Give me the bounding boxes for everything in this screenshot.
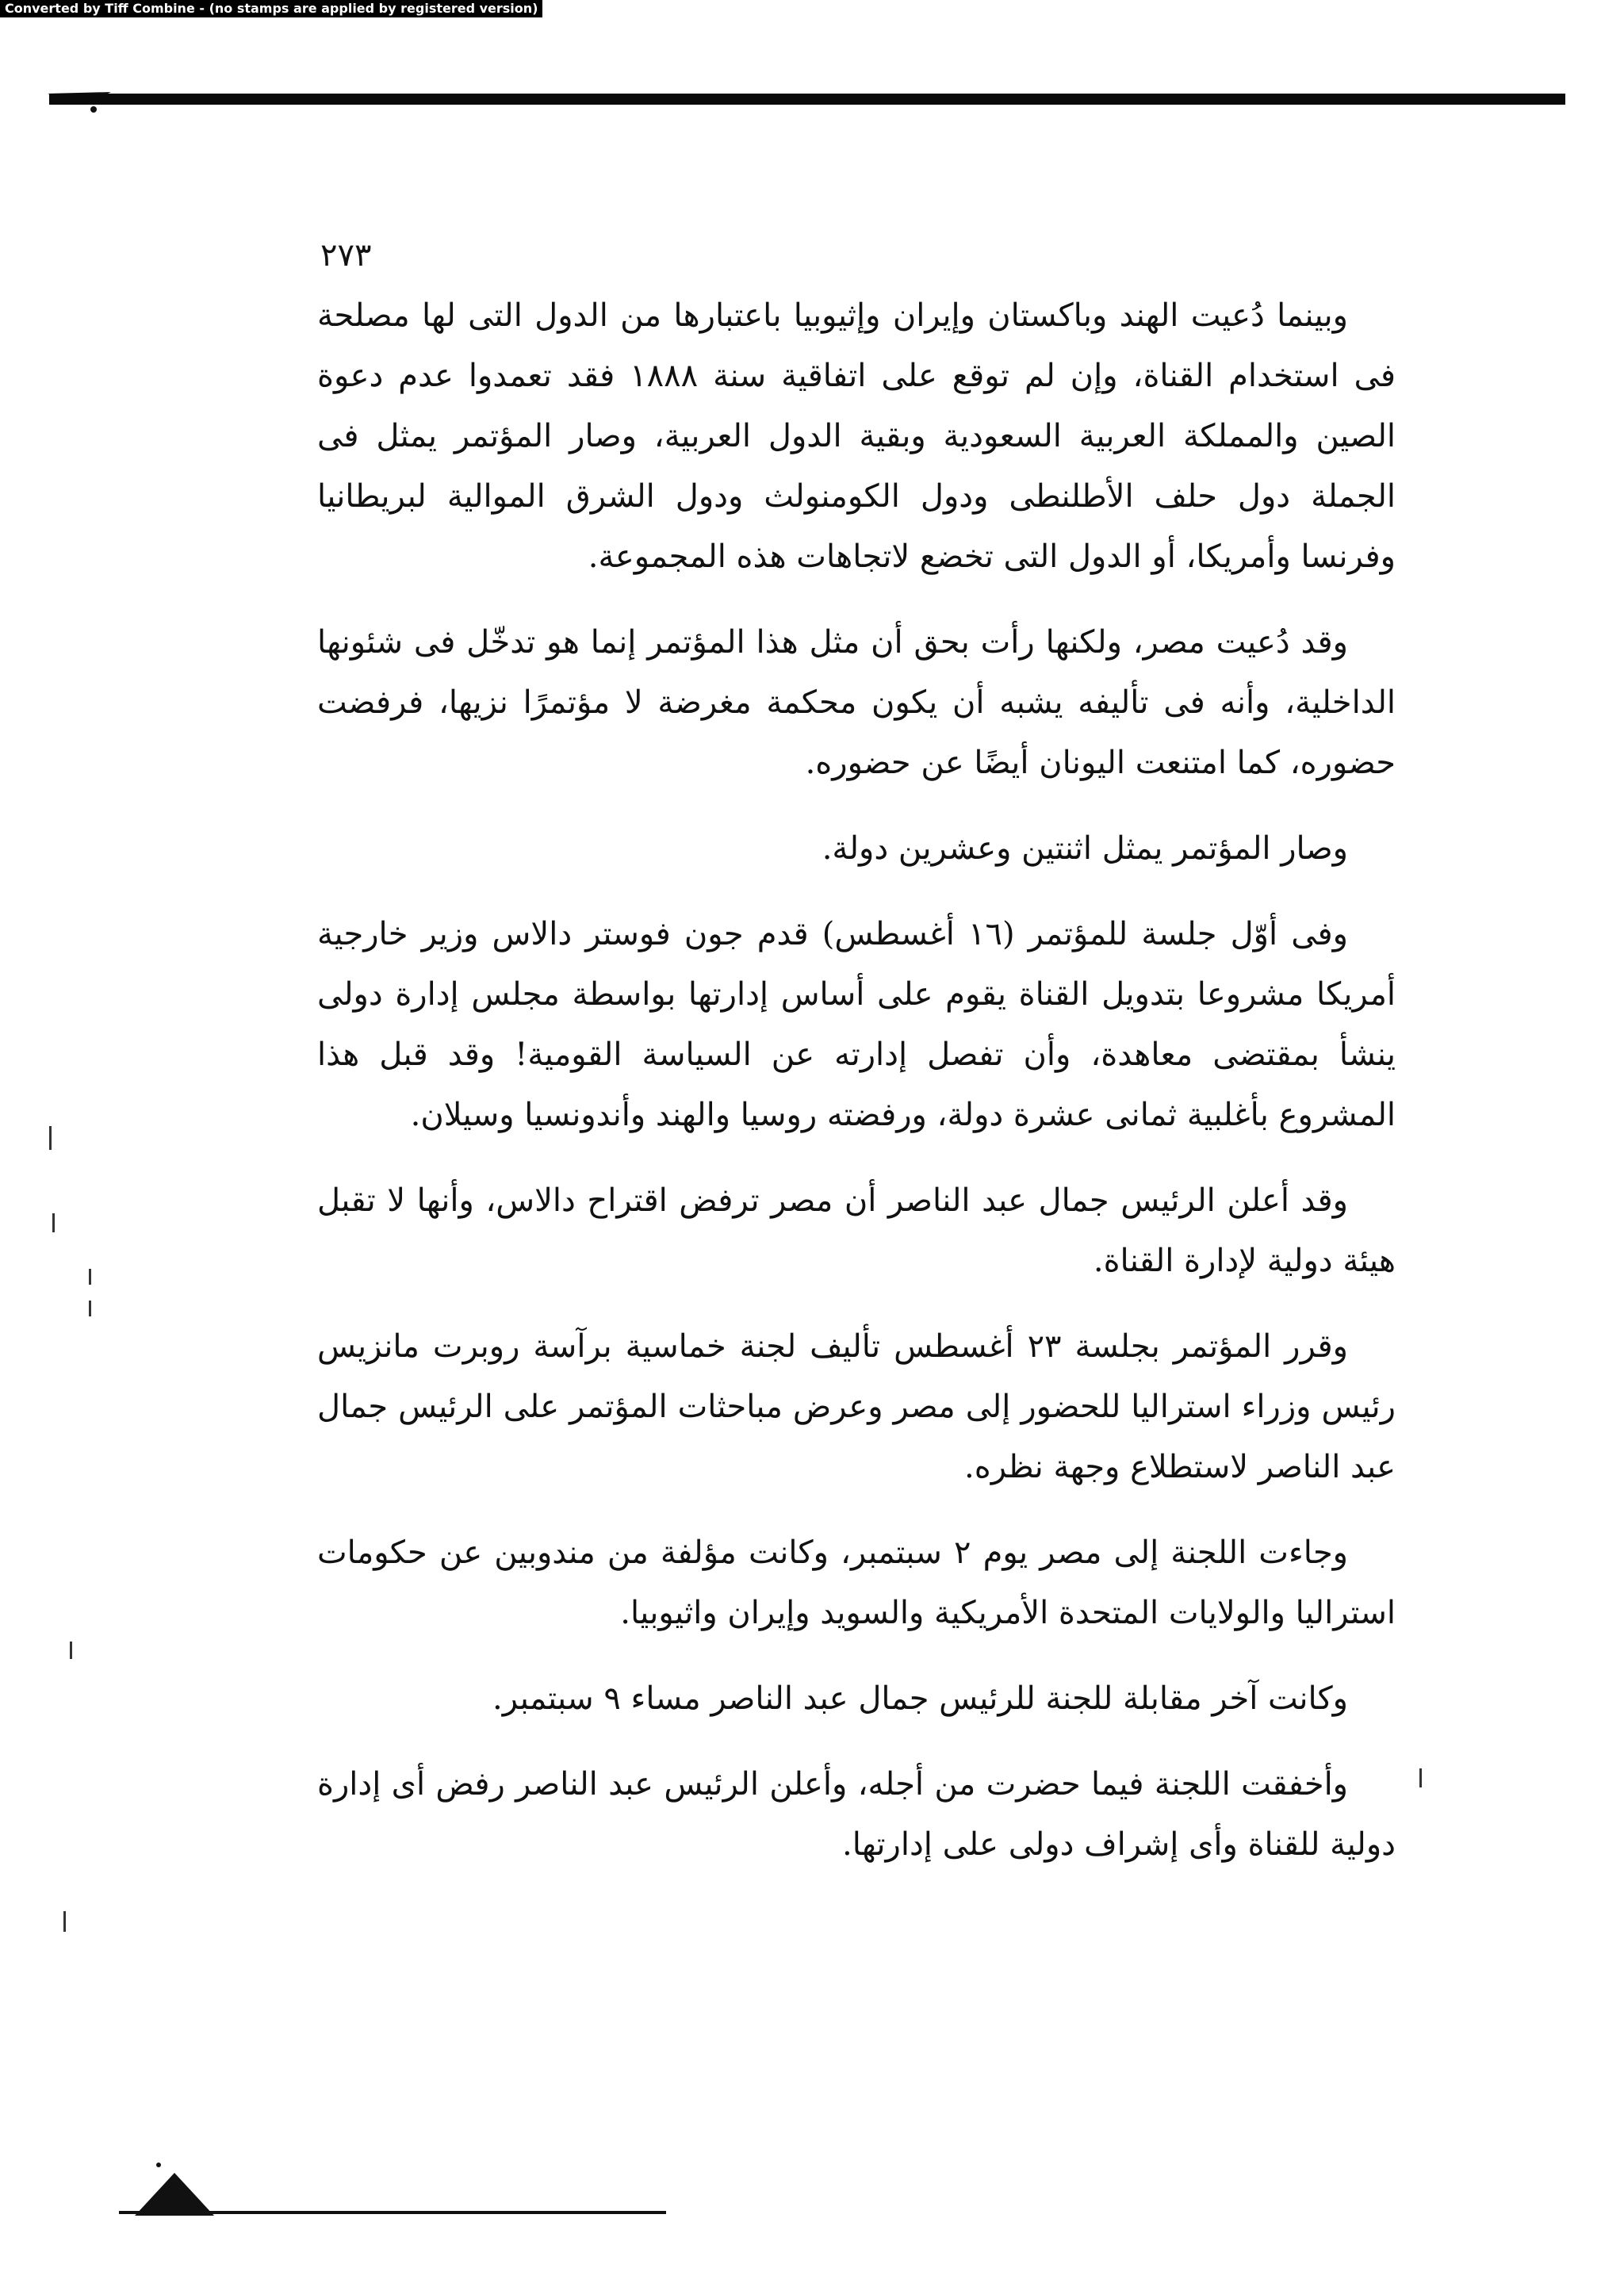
scan-speck	[63, 1911, 66, 1932]
paragraph-5: وقد أعلن الرئيس جمال عبد الناصر أن مصر ترفض اقتراح دالاس، وأنها لا تقبل هيئة دولية لإدارة القناة.	[317, 1182, 1396, 1279]
paragraph-6: وقرر المؤتمر بجلسة ٢٣ أغسطس تأليف لجنة خماسية برآسة روبرت مانزيس رئيس وزراء استراليا للحضور إلى مصر وعرض مباحثات المؤتمر على الرئيس جمال عبد الناصر لاستطلاع وجهة نظره.	[317, 1328, 1396, 1485]
paragraph-2: وقد دُعيت مصر، ولكنها رأت بحق أن مثل هذا المؤتمر إنما هو تدخّل فى شئونها الداخلية، وأنه فى تأليفه يشبه أن يكون محكمة مغرضة لا مؤتمرًا نزيها، فرفضت حضوره، كما امتنعت اليونان أيضًا عن حضوره.	[317, 624, 1396, 781]
page-body	[317, 285, 1396, 1900]
ink-blot-mark	[119, 2149, 214, 2216]
scan-speck	[89, 1301, 91, 1316]
bottom-rule	[119, 2211, 666, 2214]
scan-speck	[70, 1642, 72, 1659]
top-rule	[49, 94, 1565, 105]
paragraph-1: وبينما دُعيت الهند وباكستان وإيران وإثيوبيا باعتبارها من الدول التى لها مصلحة فى استخدام القناة، وإن لم توقع على اتفاقية سنة ١٨٨٨ فقد تعمدوا عدم دعوة الصين والمملكة العربية السعودية وبقية الدول العربية، وصار المؤتمر يمثل فى الجملة دول حلف الأطلنطى ودول الكومنولث ودول الشرق الموالية لبريطانيا وفرنسا وأمريكا، أو الدول التى تخضع لاتجاهات هذه المجموعة.	[317, 297, 1396, 575]
paragraph-8: وكانت آخر مقابلة للجنة للرئيس جمال عبد الناصر مساء ٩ سبتمبر.	[492, 1680, 1348, 1717]
scan-speck	[49, 1126, 52, 1150]
paragraph-3: وصار المؤتمر يمثل اثنتين وعشرين دولة.	[822, 830, 1348, 867]
paragraph-7: وجاءت اللجنة إلى مصر يوم ٢ سبتمبر، وكانت مؤلفة من مندوبين عن حكومات استراليا والولايات المتحدة الأمريكية والسويد وإيران واثيوبيا.	[317, 1534, 1396, 1631]
scan-speck	[89, 1269, 91, 1285]
paragraph-9: وأخفقت اللجنة فيما حضرت من أجله، وأعلن الرئيس عبد الناصر رفض أى إدارة دولية للقناة وأى إشراف دولى على إدارتها.	[317, 1766, 1396, 1863]
converter-banner: Converted by Tiff Combine - (no stamps are applied by registered version)	[0, 0, 542, 17]
page-number: ٢٧٣	[320, 237, 372, 274]
scan-speck	[52, 1213, 55, 1232]
scan-speck	[1419, 1768, 1422, 1787]
paragraph-4: وفى أوّل جلسة للمؤتمر (١٦ أغسطس) قدم جون فوستر دالاس وزير خارجية أمريكا مشروعا بتدويل القناة يقوم على أساس إدارتها بواسطة مجلس إدارة دولى ينشأ بمقتضى معاهدة، وأن تفصل إدارته عن السياسة القومية! وقد قبل هذا المشروع بأغلبية ثمانى عشرة دولة، ورفضته روسيا والهند وأندونسيا وسيلان.	[317, 916, 1396, 1133]
